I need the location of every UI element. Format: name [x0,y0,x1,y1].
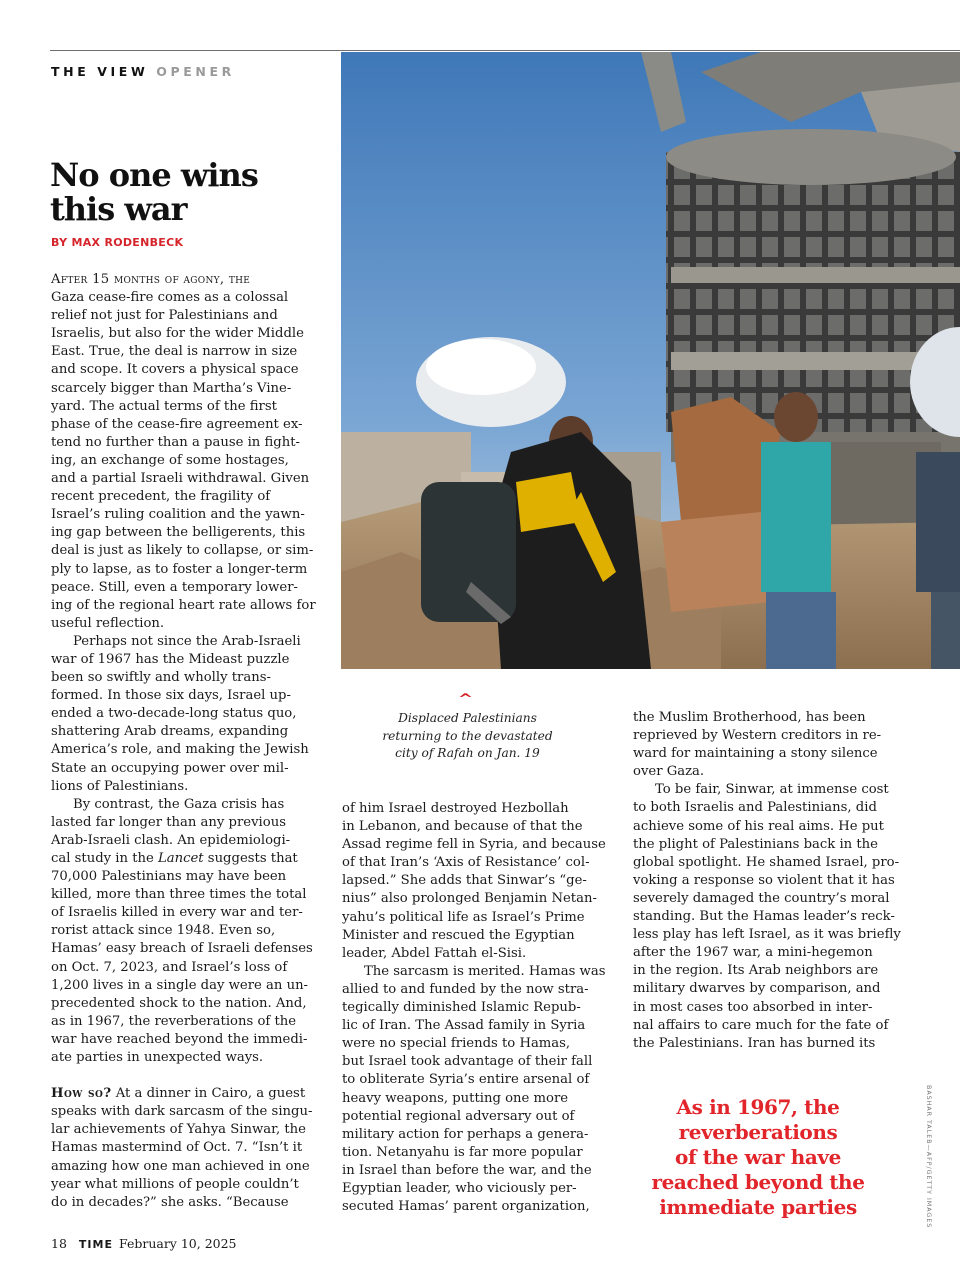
text-line: Assad regime fell in Syria, and because [342,837,606,853]
text-line: in most cases too absorbed in inter- [633,999,873,1015]
text-line: leader, Abdel Fattah el-Sisi. [342,945,527,961]
text-line: rorist attack since 1948. Even so, [51,923,276,939]
page-footer [51,1236,237,1251]
text-line [51,271,326,289]
text-line: tion. Netanyahu is far more popular [342,1144,583,1160]
text-line: allied to and funded by the now stra- [342,981,589,997]
text-line: To be fair, Sinwar, at immense cost [655,782,889,798]
pull-quote [632,1095,884,1220]
text-line: in Lebanon, and because of that the [342,819,583,835]
text-line: scarcely bigger than Martha’s Vine- [51,380,292,396]
text-line: Perhaps not since the Arab-Israeli [73,633,301,649]
text-line: year what millions of people couldn’t [51,1176,299,1192]
caption-line: Displaced Palestinians [398,711,537,725]
text-line: 1,200 lives in a single day were an un- [51,977,309,993]
text-line: war of 1967 has the Mideast puzzle [51,651,290,667]
text-line: war have reached beyond the immedi- [51,1031,308,1047]
top-rule [50,50,960,51]
text-line: standing. But the Hamas leader’s reck- [633,909,895,925]
text-line: been so swiftly and wholly trans- [51,670,271,686]
text-line: to obliterate Syria’s entire arsenal of [342,1072,590,1088]
text-line: Arab-Israeli clash. An epidemiologi- [51,832,291,848]
text-line: Minister and rescued the Egyptian [342,927,575,943]
text-line: in Israel than before the war, and the [342,1162,592,1178]
text-line: deal is just as likely to collapse, or sim- [51,543,314,559]
text-line: Egyptian leader, who viciously per- [342,1180,577,1196]
text-line: as in 1967, the reverberations of the [51,1013,297,1029]
body-column-2 [342,800,617,1216]
text-line: The sarcasm is merited. Hamas was [364,963,606,979]
pull-quote-line: As in 1967, the [676,1095,840,1119]
text-line: ing, an exchange of some hostages, [51,452,289,468]
text-line: ing of the regional heart rate allows for [51,597,316,613]
text-segment: At a dinner in Cairo, a guest [111,1086,306,1102]
text-line: precedented shock to the nation. And, [51,995,307,1011]
text-line: of Israelis killed in every war and ter- [51,905,303,921]
journal-title: Lancet [158,851,204,866]
pull-quote-line: reverberations [678,1120,838,1144]
text-line: Hamas’ easy breach of Israeli defenses [51,941,313,957]
section-sublabel: OPENER [156,64,235,79]
text-line: State an occupying power over mil- [51,760,289,776]
magazine-name: TIME [78,1238,113,1251]
text-line: shattering Arab dreams, expanding [51,724,289,740]
text-line: to both Israelis and Palestinians, did [633,800,877,816]
text-line: but Israel took advantage of their fall [342,1054,593,1070]
pull-quote-line: of the war have [675,1145,841,1169]
text-segment: cal study in the [51,851,158,866]
text-line: of him Israel destroyed Hezbollah [342,801,569,816]
text-line: useful reflection. [51,615,165,631]
text-line: less play has left Israel, as it was briefly [633,927,901,943]
text-line: were no special friends to Hamas, [342,1036,571,1052]
text-line: and scope. It covers a physical space [51,362,299,378]
issue-date: February 10, 2025 [118,1236,237,1251]
text-line: Israel’s ruling coalition and the yawn- [51,507,305,523]
text-line: military action for perhaps a genera- [342,1126,589,1142]
text-line: America’s role, and making the Jewish [51,742,309,758]
text-line [51,850,326,868]
text-line: 70,000 Palestinians may have been [51,869,287,885]
text-line: tegically diminished Islamic Repub- [342,1000,581,1016]
text-line: on Oct. 7, 2023, and Israel’s loss of [51,959,288,975]
caption-line: returning to the devastated [382,728,553,743]
text-line: secuted Hamas’ parent organization, [342,1199,590,1215]
text-line: achieve some of his real aims. He put [633,818,884,834]
text-line: peace. Still, even a temporary lower- [51,579,298,595]
text-line: the plight of Palestinians back in the [633,836,878,852]
text-line: lar achievements of Yahya Sinwar, the [51,1122,306,1138]
headline-line-1: No one wins [50,156,258,194]
page-number: 18 [51,1236,67,1251]
text-line: reprieved by Western creditors in re- [633,728,882,744]
text-line: lasted far longer than any previous [51,814,286,830]
text-line: killed, more than three times the total [51,887,307,903]
section-name: THE VIEW [51,64,149,79]
text-line: ing gap between the belligerents, this [51,525,306,541]
text-line: ply to lapse, as to foster a longer-term [51,561,308,577]
text-line: nius” also prolonged Benjamin Netan- [342,891,597,907]
text-line: By contrast, the Gaza crisis has [73,796,285,812]
text-line: lapsed.” She adds that Sinwar’s “ge- [342,873,587,889]
section-label [51,64,235,79]
text-line: Gaza cease-fire comes as a colossal [51,290,289,306]
drop-lead: After 15 months of agony, the [51,272,251,287]
text-line: in the region. Its Arab neighbors are [633,963,879,979]
text-line: ward for maintaining a stony silence [633,746,878,762]
text-line: lic of Iran. The Assad family in Syria [342,1018,586,1034]
text-line: and a partial Israeli withdrawal. Given [51,471,310,487]
photo-credit [922,1085,934,1229]
text-line: relief not just for Palestinians and [51,308,278,324]
text-line: phase of the cease-fire agreement ex- [51,416,303,432]
text-line: tend no further than a pause in fight- [51,434,300,450]
text-line: potential regional adversary out of [342,1108,575,1124]
text-line: nal affairs to care much for the fate of [633,1017,889,1033]
pull-quote-line: immediate parties [659,1195,857,1219]
text-line: Israelis, but also for the wider Middle [51,326,304,342]
text-line: of that Iran’s ‘Axis of Resistance’ col- [342,855,590,871]
text-line: Hamas mastermind of Oct. 7. “Isn’t it [51,1140,303,1156]
text-line: do in decades?” she asks. “Because [51,1194,289,1210]
text-line: voking a response so violent that it has [633,872,895,888]
photo-credit-text: BASHAR TALEB—AFP/GETTY IMAGES [925,1085,932,1229]
text-line: after the 1967 war, a mini-hegemon [633,945,873,961]
text-line: ate parties in unexpected ways. [51,1050,264,1066]
text-line: yahu’s political life as Israel’s Prime [342,909,585,925]
text-line: speaks with dark sarcasm of the singu- [51,1104,313,1120]
text-line: the Palestinians. Iran has burned its [633,1035,876,1051]
photo-caption [345,710,590,763]
text-line: amazing how one man achieved in one [51,1158,310,1174]
text-line: heavy weapons, putting one more [342,1090,569,1106]
text-line: formed. In those six days, Israel up- [51,688,291,704]
text-line [51,1085,326,1103]
pull-quote-line: reached beyond the [651,1170,865,1194]
text-line: the Muslim Brotherhood, has been [633,710,866,725]
text-line: global spotlight. He shamed Israel, pro- [633,854,900,870]
text-line: ended a two-decade-long status quo, [51,706,297,722]
text-line: yard. The actual terms of the first [51,398,277,414]
text-line: severely damaged the country’s moral [633,890,890,906]
lead-photo [341,52,960,669]
caption-line: city of Rafah on Jan. 19 [395,746,540,760]
body-column-1 [51,271,326,1212]
text-line: military dwarves by comparison, and [633,981,881,997]
text-segment: suggests that [203,851,298,866]
article-headline [50,158,330,226]
text-line: East. True, the deal is narrow in size [51,344,298,360]
subhead: How so? [51,1086,112,1102]
text-line: lions of Palestinians. [51,778,189,794]
body-column-3 [633,709,908,1053]
caret-up-icon: ^ [457,692,474,707]
headline-line-2: this war [50,190,187,228]
byline: BY MAX RODENBECK [51,236,184,249]
photo-illustration [341,52,960,669]
text-line: over Gaza. [633,764,705,780]
text-line: recent precedent, the fragility of [51,489,271,505]
